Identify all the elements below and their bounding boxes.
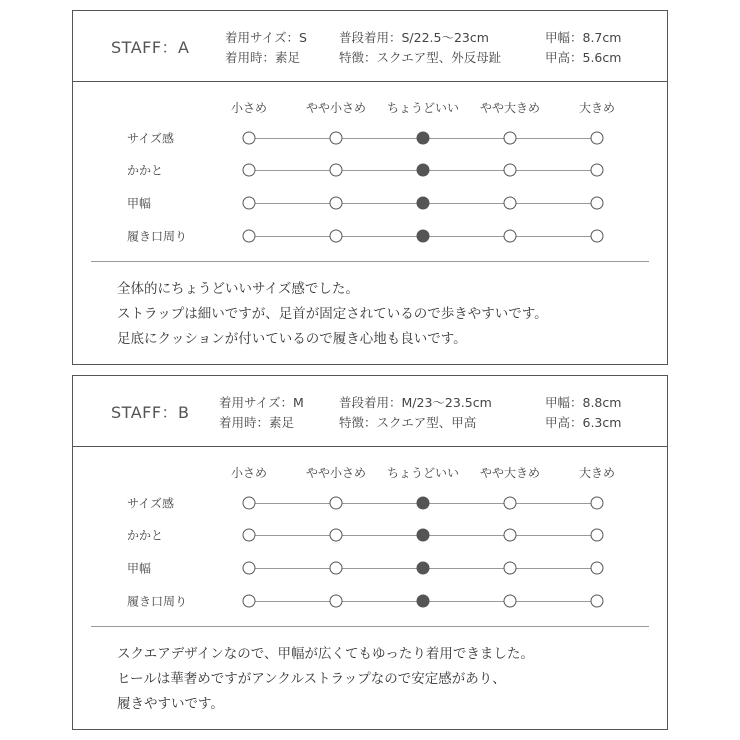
staff-a-comment-line: 全体的にちょうどいいサイズ感でした。 bbox=[117, 281, 359, 297]
rating-row-label: 甲幅 bbox=[127, 196, 152, 211]
rating-dot bbox=[591, 164, 604, 177]
rating-dot-selected bbox=[417, 562, 430, 575]
staff-a-worn-with: 着用時：素足 bbox=[225, 50, 301, 65]
rating-dot bbox=[243, 562, 256, 575]
rating-dot bbox=[504, 230, 517, 243]
rating-dot bbox=[243, 497, 256, 510]
rating-dot bbox=[330, 132, 343, 145]
staff-a-card bbox=[72, 10, 668, 365]
staff-b-foot-width: 甲幅：8.8cm bbox=[545, 395, 622, 410]
staff-b-worn-with: 着用時：素足 bbox=[219, 415, 295, 430]
staff-b-foot-height: 甲高：6.3cm bbox=[545, 415, 622, 430]
rating-dot bbox=[243, 197, 256, 210]
rating-dot bbox=[504, 562, 517, 575]
staff-b-worn-size: 着用サイズ：M bbox=[219, 395, 304, 410]
staff-b-features: 特徴：スクエア型、甲高 bbox=[339, 415, 477, 430]
rating-dot-selected bbox=[417, 497, 430, 510]
rating-row-label: 履き口周り bbox=[127, 594, 188, 609]
scale-label: 小さめ bbox=[230, 466, 268, 480]
rating-dot bbox=[243, 529, 256, 542]
staff-a-header bbox=[73, 11, 667, 82]
staff-a-comment-line: 足底にクッションが付いているので履き心地も良いです。 bbox=[117, 331, 467, 347]
staff-b-comment-line: ヒールは華奢めですがアンクルストラップなので安定感があり、 bbox=[117, 671, 506, 687]
rating-dot bbox=[330, 529, 343, 542]
rating-row-label: サイズ感 bbox=[127, 131, 175, 146]
rating-dot bbox=[330, 197, 343, 210]
rating-dot bbox=[591, 132, 604, 145]
rating-row-label: かかと bbox=[127, 528, 164, 543]
staff-a-worn-size: 着用サイズ：S bbox=[225, 30, 307, 45]
scale-label: 大きめ bbox=[578, 101, 616, 115]
staff-b-usual-size: 普段着用：M/23～23.5cm bbox=[339, 395, 492, 410]
rating-dot-selected bbox=[417, 132, 430, 145]
rating-dot-selected bbox=[417, 529, 430, 542]
rating-dot-selected bbox=[417, 164, 430, 177]
staff-a-foot-height: 甲高：5.6cm bbox=[545, 50, 622, 65]
rating-dot bbox=[504, 132, 517, 145]
rating-dot bbox=[243, 164, 256, 177]
rating-dot bbox=[504, 529, 517, 542]
scale-label: やや小さめ bbox=[305, 101, 367, 115]
scale-label: やや小さめ bbox=[305, 466, 367, 480]
staff-b-header bbox=[73, 376, 667, 447]
rating-dot bbox=[243, 230, 256, 243]
rating-dot bbox=[243, 595, 256, 608]
scale-label: ちょうどいい bbox=[386, 466, 460, 480]
rating-dot bbox=[243, 132, 256, 145]
rating-dot bbox=[591, 230, 604, 243]
staff-a-features: 特徴：スクエア型、外反母趾 bbox=[339, 50, 502, 65]
rating-dot bbox=[591, 595, 604, 608]
rating-dot bbox=[330, 595, 343, 608]
staff-b-divider bbox=[91, 626, 649, 627]
rating-dot bbox=[504, 197, 517, 210]
scale-label: やや大きめ bbox=[479, 466, 541, 480]
scale-label: 小さめ bbox=[230, 101, 268, 115]
staff-a-divider bbox=[91, 261, 649, 262]
rating-row-label: かかと bbox=[127, 163, 164, 178]
rating-dot-selected bbox=[417, 595, 430, 608]
rating-dot bbox=[591, 197, 604, 210]
staff-a-rating-grid bbox=[73, 81, 667, 261]
staff-b-name: STAFF：B bbox=[111, 403, 190, 422]
rating-dot bbox=[330, 164, 343, 177]
rating-dot-selected bbox=[417, 197, 430, 210]
rating-dot bbox=[504, 497, 517, 510]
scale-label: ちょうどいい bbox=[386, 101, 460, 115]
staff-b-comment bbox=[117, 642, 534, 717]
rating-dot bbox=[591, 497, 604, 510]
staff-b-comment-line: スクエアデザインなので、甲幅が広くてもゆったり着用できました。 bbox=[117, 646, 534, 662]
rating-row-label: サイズ感 bbox=[127, 496, 175, 511]
rating-dot bbox=[330, 562, 343, 575]
staff-a-usual-size: 普段着用：S/22.5～23cm bbox=[339, 30, 489, 45]
staff-b-rating-grid bbox=[73, 446, 667, 626]
staff-a-comment-line: ストラップは細いですが、足首が固定されているので歩きやすいです。 bbox=[117, 306, 548, 322]
staff-b-card bbox=[72, 375, 668, 730]
scale-label: やや大きめ bbox=[479, 101, 541, 115]
rating-dot bbox=[591, 529, 604, 542]
staff-b-comment-line: 履きやすいです。 bbox=[117, 696, 224, 712]
rating-row-label: 甲幅 bbox=[127, 561, 152, 576]
rating-dot bbox=[330, 497, 343, 510]
scale-label: 大きめ bbox=[578, 466, 616, 480]
staff-a-name: STAFF：A bbox=[111, 38, 190, 57]
rating-dot bbox=[504, 164, 517, 177]
rating-dot bbox=[591, 562, 604, 575]
rating-dot bbox=[330, 230, 343, 243]
rating-dot-selected bbox=[417, 230, 430, 243]
rating-dot bbox=[504, 595, 517, 608]
staff-a-comment bbox=[117, 277, 548, 352]
staff-a-foot-width: 甲幅：8.7cm bbox=[545, 30, 622, 45]
rating-row-label: 履き口周り bbox=[127, 229, 188, 244]
